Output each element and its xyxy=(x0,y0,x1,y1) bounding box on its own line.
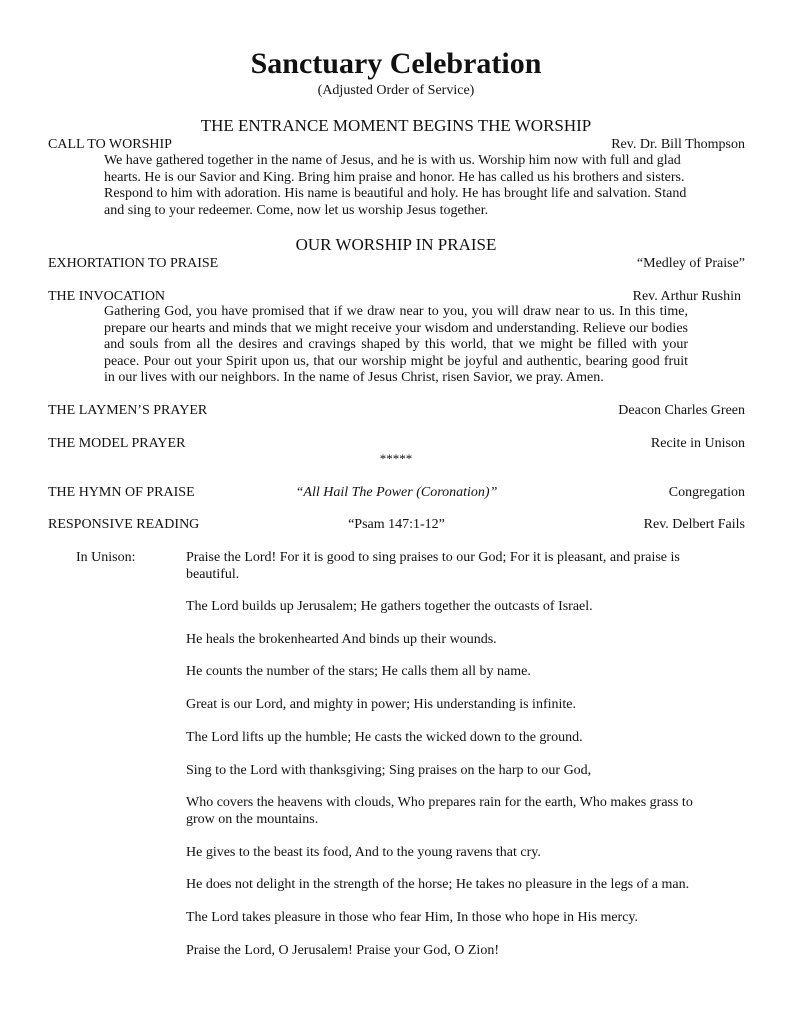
verse-line: Who covers the heavens with clouds, Who prepares rain for the earth, Who makes grass to grow on the mountains. xyxy=(186,795,693,827)
hymn-title: “All Hail The Power (Coronation)” xyxy=(295,485,498,500)
verse-line: He gives to the beast its food, And to the young ravens that cry. xyxy=(186,845,541,860)
call-to-worship-text: We have gathered together in the name of Jesus, and he is with us. Worship him now with full and glad hearts. He is our Savior and King. Bring him praise and honor. He has called us his brothers and sisters. Respond to him with adoration. His name is beautiful and holy. He has brought life and salvation. Stand and sing to your redeemer. Come, now let us worship Jesus together. xyxy=(104,153,687,218)
verse-line: He counts the number of the stars; He calls them all by name. xyxy=(186,664,531,679)
responsive-reading-passage: “Psam 147:1-12” xyxy=(348,517,445,532)
invocation-label: THE INVOCATION xyxy=(48,289,166,304)
verse-line: Sing to the Lord with thanksgiving; Sing praises on the harp to our God, xyxy=(186,763,592,778)
verse-line: Praise the Lord, O Jerusalem! Praise your God, O Zion! xyxy=(186,943,499,958)
section-heading-entrance: THE ENTRANCE MOMENT BEGINS THE WORSHIP xyxy=(200,116,592,135)
page-title: Sanctuary Celebration xyxy=(250,47,542,80)
hymn-row xyxy=(48,484,745,502)
laymens-prayer-label: THE LAYMEN’S PRAYER xyxy=(48,403,208,418)
model-prayer-right: Recite in Unison xyxy=(650,436,745,451)
call-to-worship-label: CALL TO WORSHIP xyxy=(48,137,172,152)
verse-line: The Lord lifts up the humble; He casts the wicked down to the ground. xyxy=(186,730,583,745)
invocation-leader: Rev. Arthur Rushin xyxy=(632,289,741,304)
call-to-worship-row xyxy=(48,136,745,154)
hymn-right: Congregation xyxy=(668,485,745,500)
exhortation-label: EXHORTATION TO PRAISE xyxy=(48,256,219,271)
section-heading-worship-in-praise: OUR WORSHIP IN PRAISE xyxy=(295,235,497,254)
responsive-reading-right: Rev. Delbert Fails xyxy=(643,517,745,532)
hymn-label: THE HYMN OF PRAISE xyxy=(48,485,195,500)
verse-line: Great is our Lord, and mighty in power; His understanding is infinite. xyxy=(186,697,576,712)
separator-stars: ***** xyxy=(379,451,413,466)
exhortation-right: “Medley of Praise” xyxy=(636,256,745,271)
invocation-text: Gathering God, you have promised that if we draw near to you, you will draw near to us. In this time, prepare our hearts and minds that we might receive your wisdom and understanding. Relieve our bodies and souls from all the desires and cravings shaped by this world, that we might be filled with your peace. Pour out your Spirit upon us, that our worship might be joyful and authentic, bearing good fruit in our lives with our neighbors. In the name of Jesus Christ, risen Savior, we pray. Amen. xyxy=(104,304,688,385)
exhortation-row xyxy=(48,255,745,273)
page-subtitle: (Adjusted Order of Service) xyxy=(317,83,475,98)
verse-line: He does not delight in the strength of the horse; He takes no pleasure in the legs of a man. xyxy=(186,877,690,892)
responsive-reading-label: RESPONSIVE READING xyxy=(48,517,200,532)
verse-line: The Lord builds up Jerusalem; He gathers together the outcasts of Israel. xyxy=(186,599,593,614)
responsive-reading-row xyxy=(48,516,745,534)
laymens-prayer-right: Deacon Charles Green xyxy=(618,403,745,418)
verse-line: The Lord takes pleasure in those who fear Him, In those who hope in His mercy. xyxy=(186,910,639,925)
verse-line: Praise the Lord! For it is good to sing praises to our God; For it is pleasant, and praise is beautiful. xyxy=(186,550,680,582)
verse-line: He heals the brokenhearted And binds up their wounds. xyxy=(186,632,497,647)
unison-label: In Unison: xyxy=(76,550,136,565)
call-to-worship-leader: Rev. Dr. Bill Thompson xyxy=(611,137,745,152)
model-prayer-label: THE MODEL PRAYER xyxy=(48,436,186,451)
laymens-prayer-row xyxy=(48,402,745,420)
